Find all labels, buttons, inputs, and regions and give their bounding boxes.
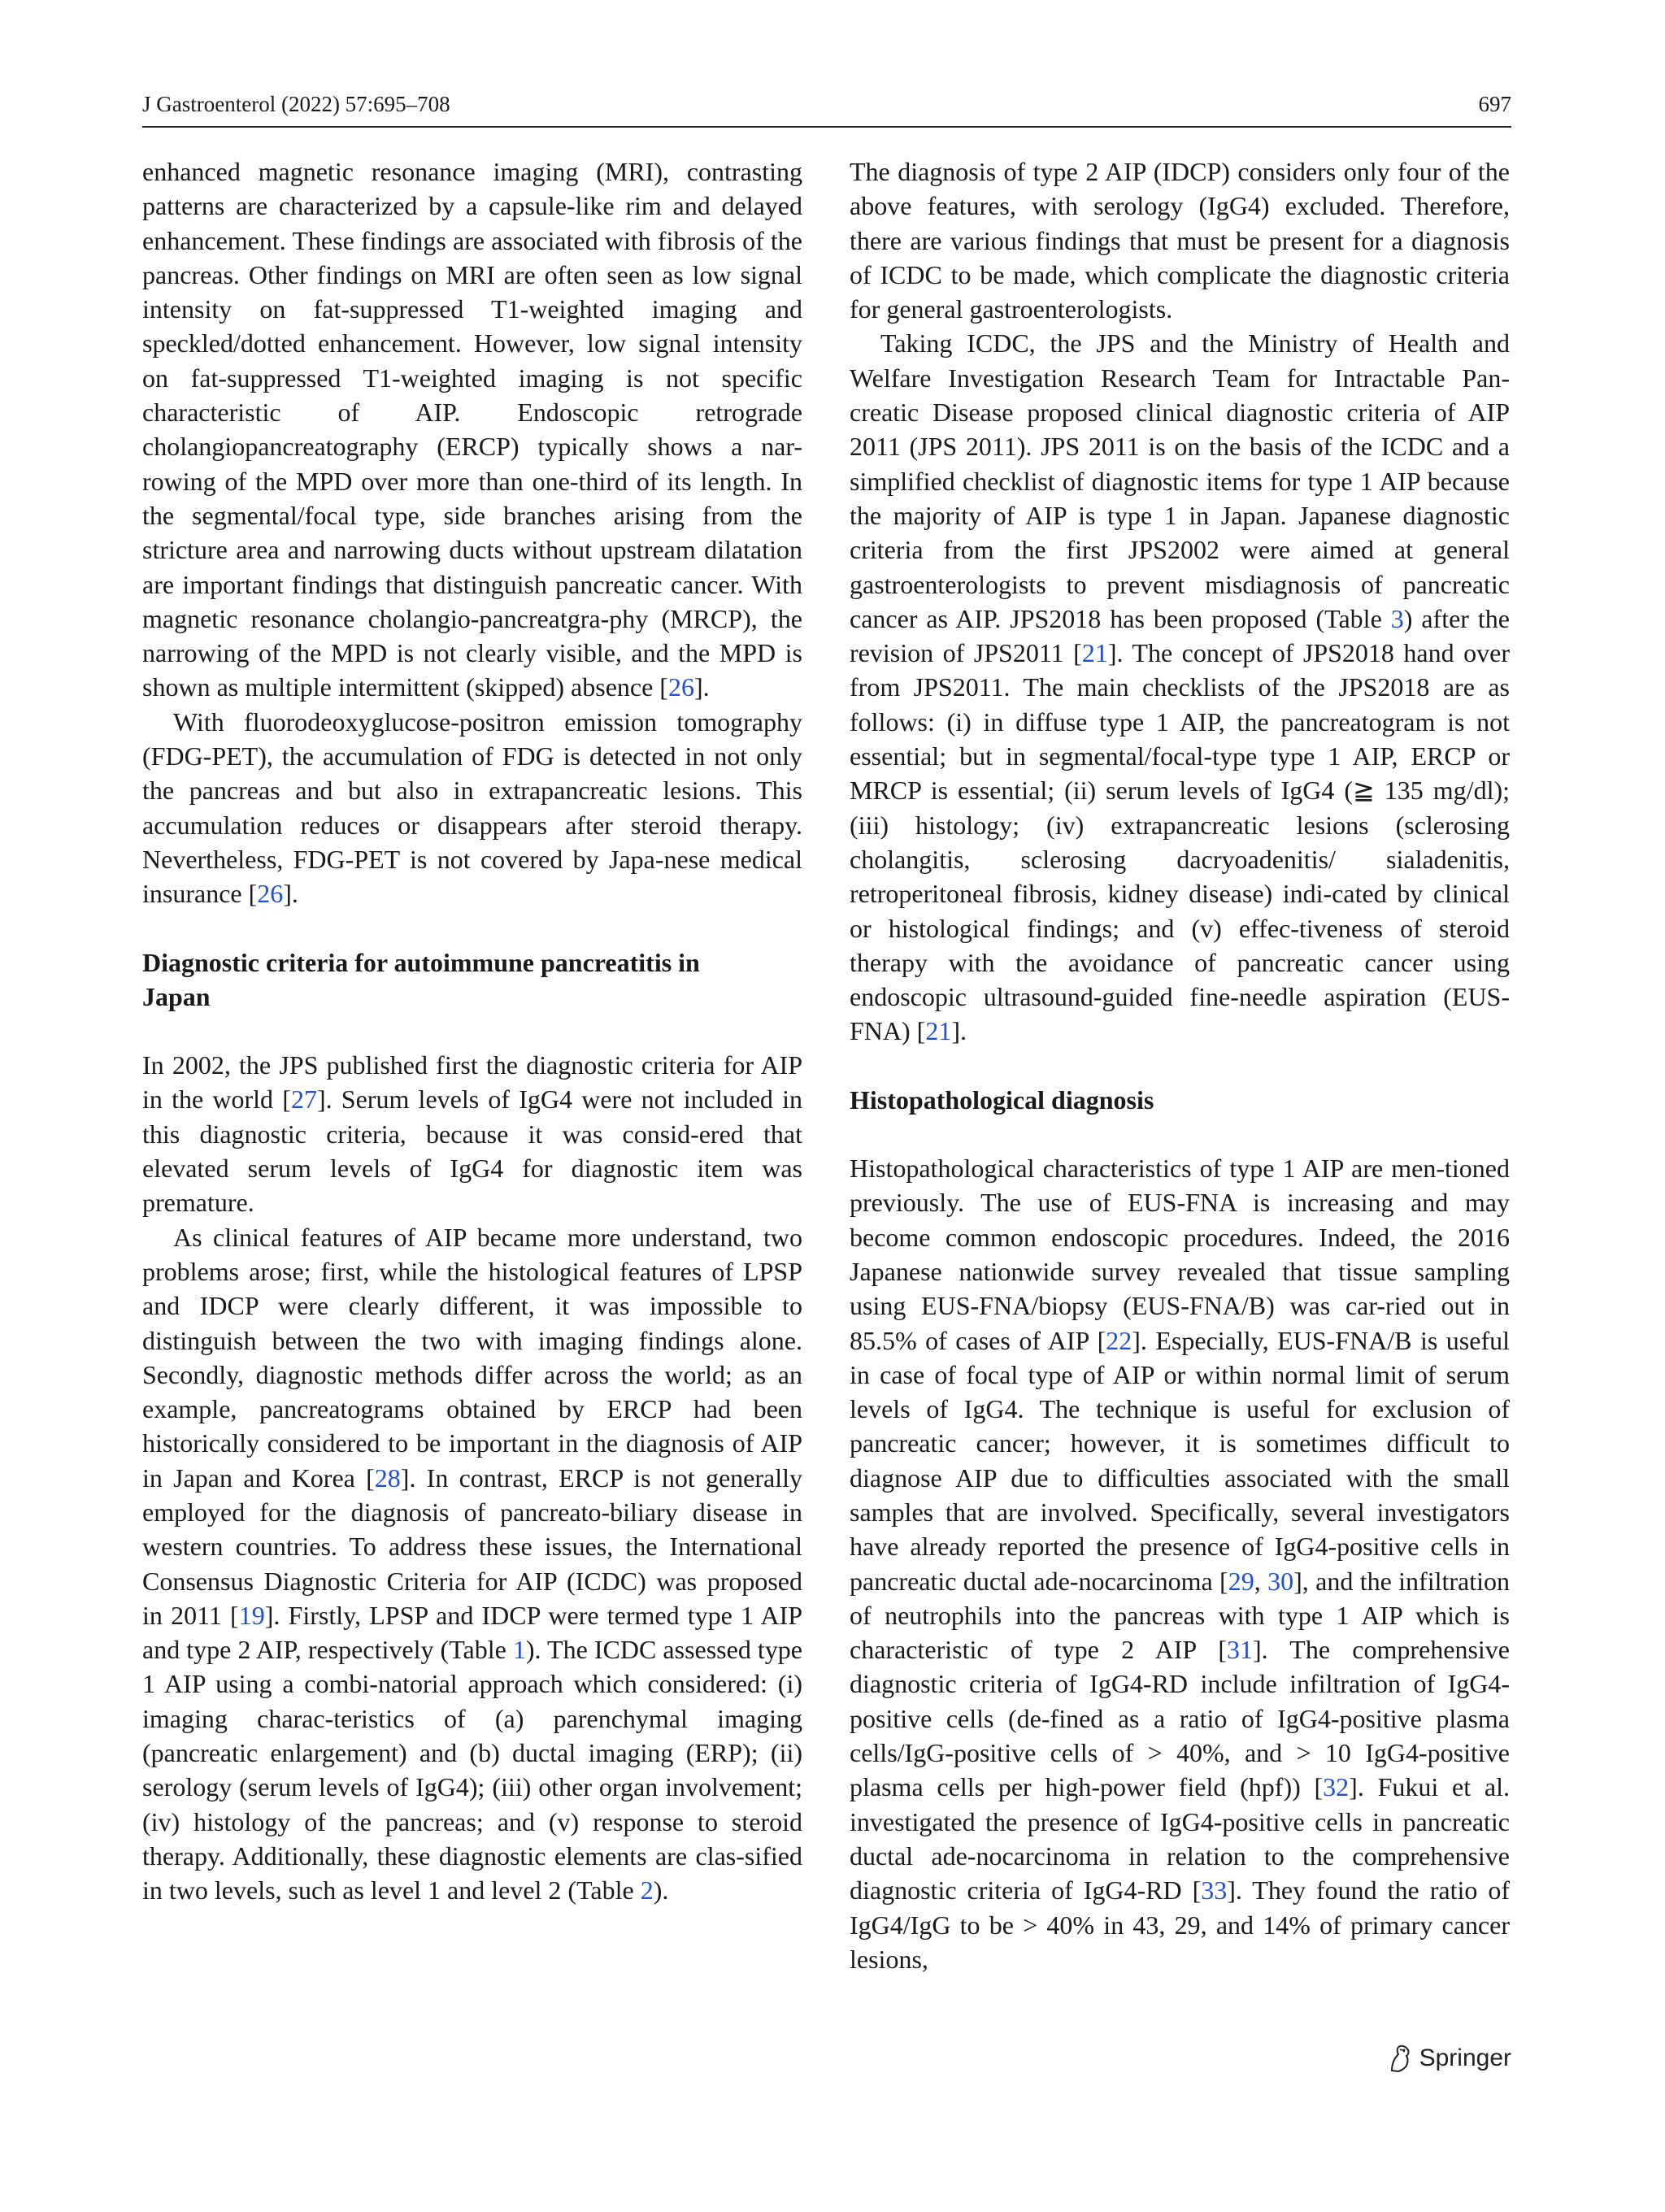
citation-link[interactable]: 27 <box>290 1084 317 1115</box>
table-link[interactable]: 2 <box>640 1875 654 1906</box>
citation-link[interactable]: 28 <box>374 1462 401 1493</box>
page-number: 697 <box>1478 92 1511 116</box>
paragraph: Histopathological characteristics of type 1 AIP are men-tioned previously. The use of EUS-FNA is increasing and may become common endoscopic procedures. Indeed, the 2016 Japanese nationwide survey revealed that tissue sampling using EUS-FNA/biopsy (EUS-FNA/B) was car-ried out in 85.5% of cases of AIP [22]. Especially, EUS-FNA/B is useful in case of focal type of AIP or within normal limit of serum levels of IgG4. The technique is useful for exclusion of pancreatic cancer; however, it is sometimes difficult to diagnose AIP due to difficulties associated with the small samples that are involved. Specifically, several investigators have already reported the presence of IgG4-positive cells in pancreatic ductal ade-nocarcinoma [29, 30], and the infiltration of neutrophils into the pancreas with type 1 AIP which is characteristic of type 2 AIP [31]. The comprehensive diagnostic criteria of IgG4-RD include infiltration of IgG4-positive cells (de-fined as a ratio of IgG4-positive plasma cells/IgG-positive cells of > 40%, and > 10 IgG4-positive plasma cells per high-power field (hpf)) [32]. Fukui et al. investigated the presence of IgG4-positive cells in pancreatic ductal ade-nocarcinoma in relation to the comprehensive diagnostic criteria of IgG4-RD [33]. They found the ratio of IgG4/IgG to be > 40% in 43, 29, and 14% of primary cancer lesions, <box>850 1154 1511 1974</box>
paragraph: The diagnosis of type 2 AIP (IDCP) considers only four of the above features, with serology (IgG4) excluded. Therefore, there are various findings that must be present for a diagnosis of ICDC to be made, which complicate the diagnostic criteria for general gastroenterologists. <box>850 157 1510 324</box>
right-column <box>850 154 1510 1976</box>
citation-link[interactable]: 30 <box>1267 1566 1294 1596</box>
publisher-name: Springer <box>1419 2045 1511 2071</box>
citation-link[interactable]: 21 <box>1081 638 1108 668</box>
citation-link[interactable]: 26 <box>667 672 694 702</box>
paragraph: In 2002, the JPS published first the diagnostic criteria for AIP in the world [27]. Serum levels of IgG4 were not included in this diagnostic criteria, because it was consid-ered that elevated serum levels of IgG4 for diagnostic item was premature. <box>142 1050 803 1218</box>
left-column <box>142 154 802 1908</box>
running-head <box>142 88 1511 120</box>
table-link[interactable]: 3 <box>1390 603 1404 633</box>
citation-link[interactable]: 29 <box>1228 1566 1254 1596</box>
citation-link[interactable]: 26 <box>257 879 284 909</box>
paragraph: With fluorodeoxyglucose-positron emission tomography (FDG-PET), the accumulation of FDG is detected in not only the pancreas and but also in extrapancreatic lesions. This accumulation reduces or disappears after steroid therapy. Nevertheless, FDG-PET is not covered by Japa-nese medical insurance [26]. <box>142 706 802 909</box>
paragraph: As clinical features of AIP became more understand, two problems arose; first, while the histological features of LPSP and IDCP were clearly different, it was impossible to distinguish between the two with imaging findings alone. Secondly, diagnostic methods differ across the world; as an example, pancreatograms obtained by ERCP had been historically considered to be important in the diagnosis of AIP in Japan and Korea [28]. In contrast, ERCP is not generally employed for the diagnosis of pancreato-biliary disease in western countries. To address these issues, the International Consensus Diagnostic Criteria for AIP (ICDC) was proposed in 2011 [19]. Firstly, LPSP and IDCP were termed type 1 AIP and type 2 AIP, respectively (Table 1). The ICDC assessed type 1 AIP using a combi-natorial approach which considered: (i) imaging charac-teristics of (a) parenchymal imaging (pancreatic enlargement) and (b) ductal imaging (ERP); (ii) serology (serum levels of IgG4); (iii) other organ involvement; (iv) histology of the pancreas; and (v) response to steroid therapy. Additionally, these diagnostic elements are clas-sified in two levels, such as level 1 and level 2 (Table 2). <box>142 1222 803 1906</box>
springer-horse-icon <box>1387 2043 1413 2074</box>
paragraph: enhanced magnetic resonance imaging (MRI), contrasting patterns are characterized by a capsule-like rim and delayed enhancement. These findings are associated with fibrosis of the pancreas. Other findings on MRI are often seen as low signal intensity on fat-suppressed T1-weighted imaging and speckled/dotted enhancement. However, low signal intensity on fat-suppressed T1-weighted imaging is not specific characteristic of AIP. Endoscopic retrograde cholangiopancreatography (ERCP) typically shows a nar-rowing of the MPD over more than one-third of its length. In the segmental/focal type, side branches arising from the stricture area and narrowing ducts without upstream dilatation are important findings that distinguish pancreatic cancer. With magnetic resonance cholangio-pancreatgra-phy (MRCP), the narrowing of the MPD is not clearly visible, and the MPD is shown as multiple intermittent (skipped) absence [26]. <box>142 157 802 702</box>
journal-citation: J Gastroenterol (2022) 57:695–708 <box>142 92 450 116</box>
citation-link[interactable]: 33 <box>1201 1875 1228 1906</box>
paragraph: Taking ICDC, the JPS and the Ministry of Health and Welfare Investigation Research Team for Intractable Pan-creatic Disease proposed clinical diagnostic criteria of AIP 2011 (JPS 2011). JPS 2011 is on the basis of the ICDC and a simplified checklist of diagnostic items for type 1 AIP because the majority of AIP is type 1 in Japan. Japanese diagnostic criteria from the first JPS2002 were aimed at general gastroenterologists to prevent misdiagnosis of pancreatic cancer as AIP. JPS2018 has been proposed (Table 3) after the revision of JPS2011 [21]. The concept of JPS2018 hand over from JPS2011. The main checklists of the JPS2018 are as follows: (i) in diffuse type 1 AIP, the pancreatogram is not essential; but in segmental/focal-type type 1 AIP, ERCP or MRCP is essential; (ii) serum levels of IgG4 (≧ 135 mg/dl); (iii) histology; (iv) extrapancreatic lesions (sclerosing cholangitis, sclerosing dacryoadenitis/ sialadenitis, retroperitoneal fibrosis, kidney disease) indi-cated by clinical or histological findings; and (v) effec-tiveness of steroid therapy with the avoidance of pancreatic cancer using endoscopic ultrasound-guided fine-needle aspiration (EUS-FNA) [21]. <box>850 328 1511 1046</box>
citation-link[interactable]: 32 <box>1323 1772 1350 1802</box>
citation-link[interactable]: 22 <box>1106 1325 1132 1355</box>
section-heading: Histopathological diagnosis <box>850 1084 1154 1115</box>
publisher-logo <box>1387 2040 1511 2076</box>
table-link[interactable]: 1 <box>512 1635 526 1665</box>
citation-link[interactable]: 31 <box>1226 1635 1253 1665</box>
citation-link[interactable]: 19 <box>238 1600 265 1630</box>
section-heading: Diagnostic criteria for autoimmune pancreatitis in Japan <box>142 947 700 1011</box>
header-rule <box>142 126 1511 128</box>
citation-link[interactable]: 21 <box>925 1016 952 1046</box>
